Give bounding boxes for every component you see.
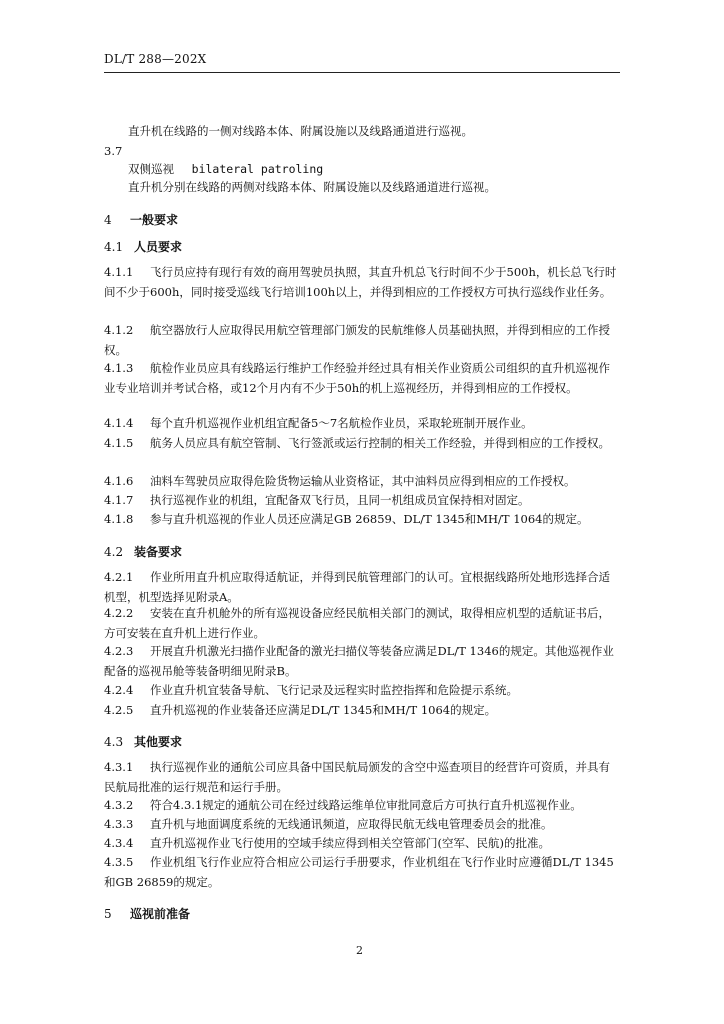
clause-number: 4.2.2: [104, 606, 134, 620]
clause-text: 每个直升机巡视作业机组宜配备5～7名航检作业员，采取轮班制开展作业。: [150, 416, 533, 430]
clause-text: 安装在直升机舱外的所有巡视设备应经民航相关部门的测试，取得相应机型的适航证书后，方可安装在直升机上进行作业。: [104, 606, 610, 640]
clause-4-2-3: [104, 642, 618, 681]
clause-number: 4.2.5: [104, 703, 134, 717]
clause-4-3-4: [104, 834, 618, 854]
section-5-heading: [104, 905, 190, 922]
section-title: 人员要求: [134, 240, 183, 254]
clause-4-3-2: [104, 796, 618, 816]
section-number: 4.2: [104, 545, 124, 559]
clause-4-3-1: [104, 758, 618, 797]
clause-4-3-5: [104, 853, 618, 892]
term-title: [128, 162, 323, 176]
clause-number: 4.3.5: [104, 855, 134, 869]
clause-number: 4.3.3: [104, 817, 134, 831]
clause-text: 飞行员应持有现行有效的商用驾驶员执照，其直升机总飞行时间不少于500h，机长总飞行时间不少于600h，同时接受巡线飞行培训100h以上，并得到相应的工作授权方可执行巡线作业任务。: [104, 265, 617, 299]
clause-number: 4.3.4: [104, 836, 134, 850]
clause-text: 直升机巡视的作业装备还应满足DL/T 1345和MH/T 1064的规定。: [150, 703, 497, 717]
clause-4-1-7: [104, 491, 618, 511]
clause-text: 执行巡视作业的机组，宜配备双飞行员，且同一机组成员宜保持相对固定。: [150, 493, 530, 507]
term-cn: 双侧巡视: [128, 162, 174, 176]
term-number: 3.7: [104, 144, 123, 158]
clause-4-1-3: [104, 359, 618, 398]
section-number: 4.3: [104, 735, 124, 749]
clause-number: 4.1.4: [104, 416, 134, 430]
clause-4-2-2: [104, 604, 618, 643]
section-number: 5: [104, 907, 112, 921]
clause-4-1-4: [104, 414, 618, 434]
section-number: 4.1: [104, 240, 124, 254]
clause-4-2-1: [104, 568, 618, 607]
clause-4-2-5: [104, 701, 618, 721]
section-4-1-heading: [104, 238, 182, 255]
clause-text: 开展直升机激光扫描作业配备的激光扫描仪等装备应满足DL/T 1346的规定。其他巡视作业配备的巡视吊舱等装备明细见附录B。: [104, 644, 614, 678]
term-en: bilateral patroling: [191, 162, 324, 176]
clause-4-1-2: [104, 321, 618, 360]
section-4-2-heading: [104, 543, 182, 560]
clause-text: 作业机组飞行作业应符合相应公司运行手册要求，作业机组在飞行作业时应遵循DL/T 1345和GB 26859的规定。: [104, 855, 614, 889]
clause-number: 4.2.4: [104, 683, 134, 697]
clause-number: 4.2.3: [104, 644, 134, 658]
clause-text: 执行巡视作业的通航公司应具备中国民航局颁发的含空中巡查项目的经营许可资质，并具有民航局批准的运行规范和运行手册。: [104, 760, 610, 794]
clause-4-1-8: [104, 510, 618, 530]
clause-text: 参与直升机巡视的作业人员还应满足GB 26859、DL/T 1345和MH/T 1064的规定。: [150, 512, 589, 526]
clause-number: 4.1.5: [104, 436, 134, 450]
clause-4-2-4: [104, 681, 618, 701]
clause-text: 航空器放行人应取得民用航空管理部门颁发的民航维修人员基础执照，并得到相应的工作授权。: [104, 323, 610, 357]
clause-number: 4.3.1: [104, 760, 134, 774]
clause-number: 4.1.7: [104, 493, 134, 507]
section-4-3-heading: [104, 733, 182, 750]
clause-number: 4.2.1: [104, 570, 134, 584]
clause-text: 作业所用直升机应取得适航证，并得到民航管理部门的认可。宜根据线路所处地形选择合适机型，机型选择见附录A。: [104, 570, 610, 604]
clause-4-1-5: [104, 434, 618, 454]
section-4-heading: [104, 211, 178, 228]
clause-number: 4.1.3: [104, 361, 134, 375]
clause-text: 符合4.3.1规定的通航公司在经过线路运维单位审批同意后方可执行直升机巡视作业。: [150, 798, 582, 812]
section-title: 装备要求: [134, 545, 183, 559]
clause-number: 4.1.1: [104, 265, 134, 279]
clause-4-3-3: [104, 815, 618, 835]
clause-4-1-1: [104, 263, 618, 302]
intro-line: 直升机在线路的一侧对线路本体、附属设施以及线路通道进行巡视。: [128, 124, 473, 138]
page-number: 2: [356, 944, 363, 957]
clause-text: 直升机巡视作业飞行使用的空域手续应得到相关空管部门(空军、民航)的批准。: [150, 836, 550, 850]
clause-text: 航务人员应具有航空管制、飞行签派或运行控制的相关工作经验，并得到相应的工作授权。: [150, 436, 610, 450]
section-title: 巡视前准备: [130, 907, 191, 921]
clause-number: 4.1.2: [104, 323, 134, 337]
clause-number: 4.1.6: [104, 474, 134, 488]
clause-4-1-6: [104, 472, 618, 492]
clause-text: 油料车驾驶员应取得危险货物运输从业资格证，其中油料员应得到相应的工作授权。: [150, 474, 576, 488]
clause-number: 4.3.2: [104, 798, 134, 812]
document-code: DL/T 288—202X: [104, 52, 207, 66]
section-number: 4: [104, 213, 112, 227]
clause-number: 4.1.8: [104, 512, 134, 526]
header-rule: [104, 72, 620, 73]
section-title: 其他要求: [134, 735, 183, 749]
section-title: 一般要求: [130, 213, 179, 227]
term-definition: 直升机分别在线路的两侧对线路本体、附属设施以及线路通道进行巡视。: [128, 180, 496, 194]
clause-text: 航检作业员应具有线路运行维护工作经验并经过具有相关作业资质公司组织的直升机巡视作业专业培训并考试合格，或12个月内有不少于50h的机上巡视经历，并得到相应的工作授权。: [104, 361, 610, 395]
clause-text: 作业直升机宜装备导航、飞行记录及远程实时监控指挥和危险提示系统。: [150, 683, 518, 697]
clause-text: 直升机与地面调度系统的无线通讯频道，应取得民航无线电管理委员会的批准。: [150, 817, 553, 831]
